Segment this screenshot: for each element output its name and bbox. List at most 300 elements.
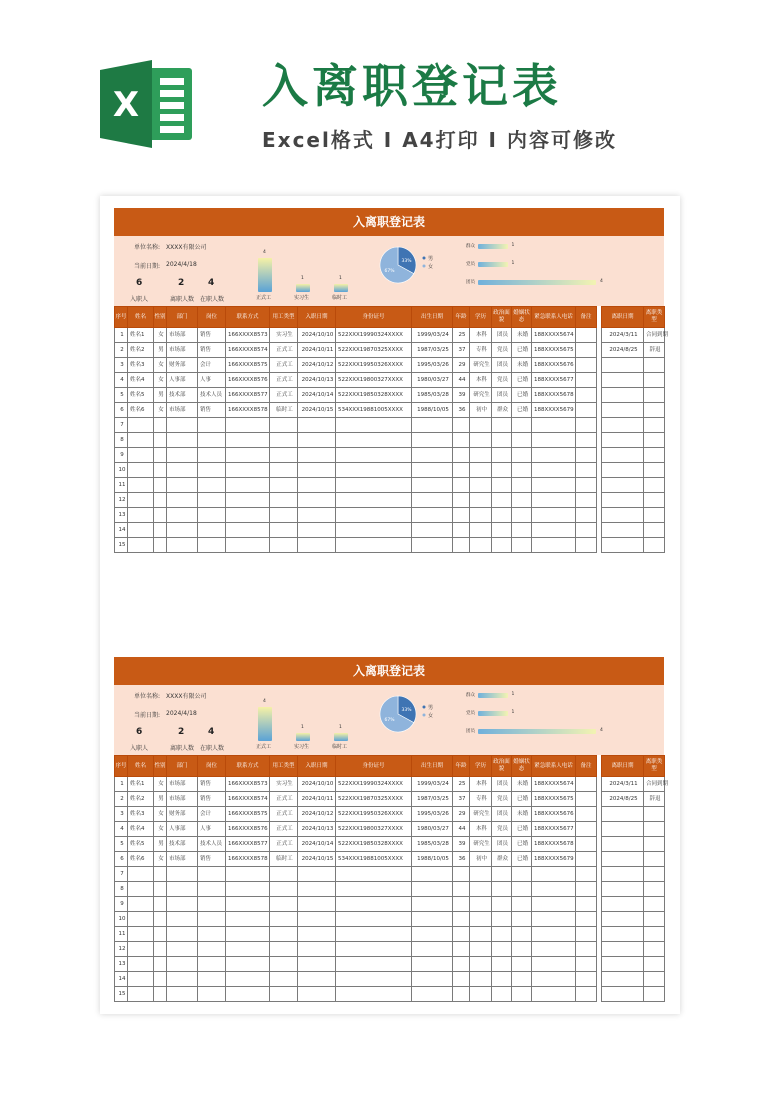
table-cell[interactable]	[602, 433, 644, 448]
table-cell[interactable]: 团员	[492, 358, 512, 373]
table-cell[interactable]	[532, 867, 576, 882]
table-cell[interactable]: 市场部	[167, 403, 198, 418]
table-cell[interactable]	[154, 927, 167, 942]
table-cell[interactable]	[532, 418, 576, 433]
table-cell[interactable]	[644, 942, 665, 957]
table-cell[interactable]: 1	[115, 328, 128, 343]
table-cell[interactable]	[644, 433, 665, 448]
table-cell[interactable]	[644, 388, 665, 403]
table-cell[interactable]	[532, 987, 576, 1002]
table-cell[interactable]	[512, 493, 532, 508]
table-cell[interactable]	[512, 972, 532, 987]
table-cell[interactable]	[270, 463, 298, 478]
table-cell[interactable]	[492, 448, 512, 463]
table-cell[interactable]	[336, 882, 412, 897]
table-cell[interactable]: 技术人员	[198, 388, 226, 403]
table-cell[interactable]: 财务部	[167, 358, 198, 373]
table-cell[interactable]: 研究生	[470, 807, 492, 822]
table-cell[interactable]	[298, 882, 336, 897]
table-cell[interactable]	[470, 957, 492, 972]
table-cell[interactable]	[336, 463, 412, 478]
table-cell[interactable]	[532, 882, 576, 897]
table-cell[interactable]	[198, 972, 226, 987]
table-cell[interactable]	[336, 523, 412, 538]
table-cell[interactable]: 姓名1	[128, 777, 154, 792]
table-cell[interactable]	[336, 448, 412, 463]
table-cell[interactable]: 2024/10/15	[298, 852, 336, 867]
table-cell[interactable]	[412, 882, 453, 897]
table-cell[interactable]	[644, 538, 665, 553]
table-cell[interactable]	[226, 463, 270, 478]
table-cell[interactable]: 正式工	[270, 837, 298, 852]
table-cell[interactable]	[154, 433, 167, 448]
table-cell[interactable]: 522XXX19850328XXXX	[336, 837, 412, 852]
table-cell[interactable]: 36	[453, 403, 470, 418]
table-cell[interactable]: 522XXX19870325XXXX	[336, 792, 412, 807]
table-cell[interactable]: 2	[115, 792, 128, 807]
table-cell[interactable]	[167, 493, 198, 508]
table-cell[interactable]	[226, 418, 270, 433]
table-cell[interactable]	[270, 927, 298, 942]
table-cell[interactable]: 未婚	[512, 358, 532, 373]
table-cell[interactable]: 姓名2	[128, 792, 154, 807]
table-cell[interactable]: 正式工	[270, 343, 298, 358]
table-cell[interactable]	[198, 912, 226, 927]
table-cell[interactable]: 188XXXX5675	[532, 343, 576, 358]
table-cell[interactable]: 166XXXX8577	[226, 837, 270, 852]
table-cell[interactable]: 166XXXX8577	[226, 388, 270, 403]
table-cell[interactable]	[492, 972, 512, 987]
table-cell[interactable]: 临时工	[270, 403, 298, 418]
table-cell[interactable]	[298, 538, 336, 553]
table-cell[interactable]: 1987/03/25	[412, 792, 453, 807]
table-cell[interactable]: 党员	[492, 373, 512, 388]
table-cell[interactable]	[226, 927, 270, 942]
table-cell[interactable]	[602, 463, 644, 478]
table-cell[interactable]	[532, 957, 576, 972]
table-cell[interactable]	[412, 523, 453, 538]
table-cell[interactable]	[602, 957, 644, 972]
table-cell[interactable]	[644, 957, 665, 972]
table-cell[interactable]: 1988/10/05	[412, 403, 453, 418]
table-cell[interactable]	[576, 403, 597, 418]
table-cell[interactable]: 2024/10/12	[298, 358, 336, 373]
table-cell[interactable]	[512, 433, 532, 448]
table-cell[interactable]: 销售	[198, 403, 226, 418]
table-cell[interactable]	[270, 418, 298, 433]
table-cell[interactable]: 166XXXX8574	[226, 792, 270, 807]
table-cell[interactable]: 已婚	[512, 373, 532, 388]
table-cell[interactable]: 6	[115, 403, 128, 418]
table-cell[interactable]: 女	[154, 328, 167, 343]
table-cell[interactable]: 44	[453, 822, 470, 837]
table-cell[interactable]: 12	[115, 942, 128, 957]
table-cell[interactable]	[644, 508, 665, 523]
table-cell[interactable]	[470, 897, 492, 912]
table-cell[interactable]: 女	[154, 852, 167, 867]
table-cell[interactable]	[198, 523, 226, 538]
table-cell[interactable]	[602, 448, 644, 463]
table-cell[interactable]	[154, 882, 167, 897]
table-cell[interactable]	[336, 957, 412, 972]
table-cell[interactable]	[198, 942, 226, 957]
table-cell[interactable]	[167, 897, 198, 912]
table-cell[interactable]	[453, 867, 470, 882]
table-cell[interactable]: 女	[154, 822, 167, 837]
table-cell[interactable]	[576, 373, 597, 388]
table-cell[interactable]: 4	[115, 822, 128, 837]
table-cell[interactable]	[512, 927, 532, 942]
table-cell[interactable]: 姓名4	[128, 822, 154, 837]
table-cell[interactable]: 2024/10/11	[298, 343, 336, 358]
table-cell[interactable]	[576, 942, 597, 957]
table-cell[interactable]	[512, 478, 532, 493]
table-cell[interactable]	[453, 463, 470, 478]
table-cell[interactable]	[198, 418, 226, 433]
table-cell[interactable]	[198, 882, 226, 897]
table-cell[interactable]: 正式工	[270, 373, 298, 388]
table-cell[interactable]	[470, 987, 492, 1002]
table-cell[interactable]	[167, 927, 198, 942]
table-cell[interactable]	[128, 538, 154, 553]
table-cell[interactable]	[602, 972, 644, 987]
table-cell[interactable]	[453, 942, 470, 957]
table-cell[interactable]	[336, 493, 412, 508]
table-cell[interactable]: 37	[453, 343, 470, 358]
table-cell[interactable]	[576, 388, 597, 403]
table-cell[interactable]: 188XXXX5677	[532, 822, 576, 837]
table-cell[interactable]: 188XXXX5678	[532, 388, 576, 403]
table-cell[interactable]: 2024/10/10	[298, 328, 336, 343]
table-cell[interactable]: 辞退	[644, 792, 665, 807]
table-cell[interactable]	[512, 867, 532, 882]
table-cell[interactable]	[154, 448, 167, 463]
table-cell[interactable]	[512, 912, 532, 927]
table-cell[interactable]: 已婚	[512, 822, 532, 837]
table-cell[interactable]: 10	[115, 912, 128, 927]
table-cell[interactable]	[453, 538, 470, 553]
table-cell[interactable]	[154, 478, 167, 493]
table-cell[interactable]	[644, 822, 665, 837]
table-cell[interactable]: 166XXXX8576	[226, 373, 270, 388]
table-cell[interactable]: 姓名3	[128, 358, 154, 373]
table-cell[interactable]: 2024/3/11	[602, 777, 644, 792]
table-cell[interactable]	[226, 538, 270, 553]
table-cell[interactable]	[128, 418, 154, 433]
table-cell[interactable]: 姓名2	[128, 343, 154, 358]
table-cell[interactable]	[270, 897, 298, 912]
table-cell[interactable]	[167, 957, 198, 972]
table-cell[interactable]	[336, 433, 412, 448]
table-cell[interactable]	[576, 957, 597, 972]
table-cell[interactable]	[298, 478, 336, 493]
table-cell[interactable]	[532, 493, 576, 508]
table-cell[interactable]	[128, 927, 154, 942]
table-cell[interactable]: 1988/10/05	[412, 852, 453, 867]
table-cell[interactable]: 研究生	[470, 358, 492, 373]
table-cell[interactable]: 522XXX19870325XXXX	[336, 343, 412, 358]
table-cell[interactable]	[336, 478, 412, 493]
table-cell[interactable]	[644, 448, 665, 463]
table-cell[interactable]	[602, 927, 644, 942]
table-cell[interactable]	[602, 418, 644, 433]
table-cell[interactable]	[576, 358, 597, 373]
table-cell[interactable]	[154, 508, 167, 523]
table-cell[interactable]	[198, 478, 226, 493]
table-cell[interactable]	[226, 867, 270, 882]
table-cell[interactable]	[644, 478, 665, 493]
table-cell[interactable]	[576, 777, 597, 792]
table-cell[interactable]: 人事	[198, 373, 226, 388]
table-cell[interactable]: 销售	[198, 852, 226, 867]
table-cell[interactable]: 5	[115, 837, 128, 852]
table-cell[interactable]: 技术部	[167, 388, 198, 403]
table-cell[interactable]: 1999/03/24	[412, 777, 453, 792]
table-cell[interactable]	[644, 418, 665, 433]
table-cell[interactable]: 14	[115, 523, 128, 538]
table-cell[interactable]: 技术部	[167, 837, 198, 852]
table-cell[interactable]: 未婚	[512, 807, 532, 822]
table-cell[interactable]: 女	[154, 373, 167, 388]
table-cell[interactable]	[644, 867, 665, 882]
table-cell[interactable]	[154, 523, 167, 538]
table-cell[interactable]: 女	[154, 358, 167, 373]
table-cell[interactable]: 销售	[198, 792, 226, 807]
table-cell[interactable]	[644, 837, 665, 852]
table-cell[interactable]	[167, 508, 198, 523]
table-cell[interactable]	[154, 493, 167, 508]
table-cell[interactable]	[226, 433, 270, 448]
table-cell[interactable]	[453, 493, 470, 508]
table-cell[interactable]: 2024/10/15	[298, 403, 336, 418]
table-cell[interactable]	[198, 463, 226, 478]
table-cell[interactable]	[470, 478, 492, 493]
table-cell[interactable]: 9	[115, 897, 128, 912]
table-cell[interactable]	[336, 927, 412, 942]
table-cell[interactable]: 专科	[470, 792, 492, 807]
table-cell[interactable]	[492, 523, 512, 538]
table-cell[interactable]	[154, 912, 167, 927]
table-cell[interactable]: 初中	[470, 403, 492, 418]
table-cell[interactable]	[576, 478, 597, 493]
table-cell[interactable]	[576, 343, 597, 358]
table-cell[interactable]	[198, 433, 226, 448]
table-cell[interactable]	[412, 927, 453, 942]
table-cell[interactable]: 7	[115, 418, 128, 433]
table-cell[interactable]	[128, 493, 154, 508]
table-cell[interactable]: 188XXXX5674	[532, 328, 576, 343]
table-cell[interactable]	[154, 867, 167, 882]
table-cell[interactable]	[226, 942, 270, 957]
table-cell[interactable]: 1995/03/26	[412, 358, 453, 373]
table-cell[interactable]	[453, 508, 470, 523]
table-cell[interactable]	[412, 912, 453, 927]
table-cell[interactable]: 正式工	[270, 358, 298, 373]
table-cell[interactable]	[512, 987, 532, 1002]
table-cell[interactable]: 技术人员	[198, 837, 226, 852]
table-cell[interactable]	[470, 523, 492, 538]
table-cell[interactable]: 15	[115, 538, 128, 553]
table-cell[interactable]	[492, 882, 512, 897]
table-cell[interactable]: 522XXX19950326XXXX	[336, 807, 412, 822]
table-cell[interactable]: 11	[115, 478, 128, 493]
table-cell[interactable]: 财务部	[167, 807, 198, 822]
table-cell[interactable]	[412, 508, 453, 523]
table-cell[interactable]	[602, 538, 644, 553]
table-cell[interactable]	[298, 523, 336, 538]
table-cell[interactable]: 人事	[198, 822, 226, 837]
table-cell[interactable]: 522XXX19990324XXXX	[336, 777, 412, 792]
table-cell[interactable]	[167, 523, 198, 538]
table-cell[interactable]	[492, 463, 512, 478]
table-cell[interactable]	[453, 972, 470, 987]
table-cell[interactable]: 2024/8/25	[602, 343, 644, 358]
table-cell[interactable]	[492, 418, 512, 433]
table-cell[interactable]: 正式工	[270, 388, 298, 403]
table-cell[interactable]	[532, 897, 576, 912]
table-cell[interactable]	[532, 538, 576, 553]
table-cell[interactable]: 2	[115, 343, 128, 358]
table-cell[interactable]: 166XXXX8576	[226, 822, 270, 837]
table-cell[interactable]: 39	[453, 388, 470, 403]
table-cell[interactable]: 25	[453, 328, 470, 343]
table-cell[interactable]: 188XXXX5679	[532, 852, 576, 867]
table-cell[interactable]	[154, 897, 167, 912]
table-cell[interactable]	[576, 807, 597, 822]
table-cell[interactable]	[412, 433, 453, 448]
table-cell[interactable]: 销售	[198, 343, 226, 358]
table-cell[interactable]	[198, 508, 226, 523]
table-cell[interactable]	[336, 912, 412, 927]
table-cell[interactable]	[412, 942, 453, 957]
table-cell[interactable]	[298, 493, 336, 508]
table-cell[interactable]: 研究生	[470, 388, 492, 403]
table-cell[interactable]	[512, 538, 532, 553]
table-cell[interactable]	[602, 852, 644, 867]
table-cell[interactable]: 29	[453, 807, 470, 822]
table-cell[interactable]: 5	[115, 388, 128, 403]
table-cell[interactable]	[270, 433, 298, 448]
table-cell[interactable]	[492, 957, 512, 972]
table-cell[interactable]	[167, 912, 198, 927]
table-cell[interactable]	[470, 493, 492, 508]
table-cell[interactable]	[602, 523, 644, 538]
table-cell[interactable]	[492, 493, 512, 508]
table-cell[interactable]	[576, 448, 597, 463]
table-cell[interactable]	[128, 957, 154, 972]
table-cell[interactable]: 2024/10/13	[298, 373, 336, 388]
table-cell[interactable]	[154, 987, 167, 1002]
table-cell[interactable]	[298, 867, 336, 882]
table-cell[interactable]: 团员	[492, 328, 512, 343]
table-cell[interactable]	[492, 478, 512, 493]
table-cell[interactable]	[336, 897, 412, 912]
table-cell[interactable]	[167, 867, 198, 882]
table-cell[interactable]: 已婚	[512, 388, 532, 403]
table-cell[interactable]	[412, 478, 453, 493]
table-cell[interactable]: 522XXX19990324XXXX	[336, 328, 412, 343]
table-cell[interactable]	[644, 403, 665, 418]
table-cell[interactable]: 未婚	[512, 777, 532, 792]
table-cell[interactable]	[453, 987, 470, 1002]
table-cell[interactable]	[512, 897, 532, 912]
table-cell[interactable]	[154, 418, 167, 433]
table-cell[interactable]: 8	[115, 433, 128, 448]
table-cell[interactable]: 166XXXX8573	[226, 328, 270, 343]
table-cell[interactable]	[128, 897, 154, 912]
table-cell[interactable]: 会计	[198, 358, 226, 373]
table-cell[interactable]	[576, 508, 597, 523]
table-cell[interactable]	[128, 433, 154, 448]
table-cell[interactable]: 9	[115, 448, 128, 463]
table-cell[interactable]	[128, 448, 154, 463]
table-cell[interactable]: 销售	[198, 328, 226, 343]
table-cell[interactable]	[512, 463, 532, 478]
table-cell[interactable]	[470, 912, 492, 927]
table-cell[interactable]	[644, 463, 665, 478]
table-cell[interactable]	[602, 867, 644, 882]
table-cell[interactable]	[512, 418, 532, 433]
table-cell[interactable]	[644, 882, 665, 897]
table-cell[interactable]: 团员	[492, 807, 512, 822]
table-cell[interactable]: 12	[115, 493, 128, 508]
table-cell[interactable]	[602, 478, 644, 493]
table-cell[interactable]	[167, 987, 198, 1002]
table-cell[interactable]	[602, 837, 644, 852]
table-cell[interactable]	[512, 942, 532, 957]
table-cell[interactable]	[532, 912, 576, 927]
table-cell[interactable]: 女	[154, 777, 167, 792]
table-cell[interactable]	[453, 897, 470, 912]
table-cell[interactable]	[576, 493, 597, 508]
table-cell[interactable]: 本科	[470, 328, 492, 343]
table-cell[interactable]	[602, 493, 644, 508]
table-cell[interactable]: 人事部	[167, 822, 198, 837]
table-cell[interactable]: 15	[115, 987, 128, 1002]
table-cell[interactable]	[270, 987, 298, 1002]
table-cell[interactable]: 已婚	[512, 852, 532, 867]
table-cell[interactable]	[576, 328, 597, 343]
table-cell[interactable]: 未婚	[512, 328, 532, 343]
table-cell[interactable]: 本科	[470, 777, 492, 792]
table-cell[interactable]: 14	[115, 972, 128, 987]
table-cell[interactable]	[270, 882, 298, 897]
table-cell[interactable]: 6	[115, 852, 128, 867]
table-cell[interactable]	[644, 987, 665, 1002]
table-cell[interactable]: 522XXX19950326XXXX	[336, 358, 412, 373]
table-cell[interactable]	[602, 403, 644, 418]
table-cell[interactable]	[492, 987, 512, 1002]
table-cell[interactable]	[336, 987, 412, 1002]
table-cell[interactable]: 已婚	[512, 403, 532, 418]
table-cell[interactable]	[602, 358, 644, 373]
table-cell[interactable]: 团员	[492, 777, 512, 792]
table-cell[interactable]: 已婚	[512, 792, 532, 807]
table-cell[interactable]: 188XXXX5678	[532, 837, 576, 852]
table-cell[interactable]	[128, 882, 154, 897]
table-cell[interactable]	[270, 493, 298, 508]
table-cell[interactable]	[226, 448, 270, 463]
table-cell[interactable]	[226, 957, 270, 972]
table-cell[interactable]	[128, 942, 154, 957]
table-cell[interactable]: 2024/10/13	[298, 822, 336, 837]
table-cell[interactable]	[576, 822, 597, 837]
table-cell[interactable]	[412, 493, 453, 508]
table-cell[interactable]	[576, 523, 597, 538]
table-cell[interactable]	[154, 942, 167, 957]
table-cell[interactable]	[470, 942, 492, 957]
table-cell[interactable]	[576, 987, 597, 1002]
